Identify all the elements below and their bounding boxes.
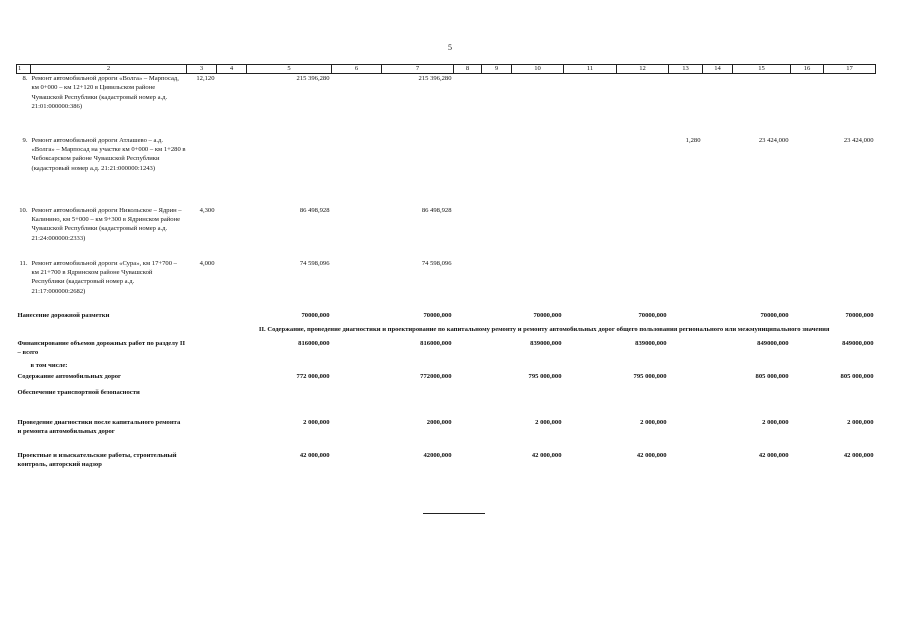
cell-col-4: [217, 259, 247, 311]
cell-col-14: [703, 74, 733, 136]
cell-col-5: 2 000,000: [303, 418, 330, 426]
table-row: [17, 361, 876, 372]
cell-col-14: [703, 418, 733, 451]
cell-col-5: 816000,000: [298, 339, 330, 347]
cell-col-16: [791, 451, 824, 485]
cell-col-4: [217, 339, 247, 361]
cell-col-3: [187, 418, 217, 451]
cell-col-17: 2 000,000: [847, 418, 874, 426]
row-description: Проведение диагностики после капитального ремонта и ремонта автомобильных дорог: [17, 418, 181, 435]
cell-col-6: [332, 259, 382, 311]
cell-col-7: [382, 388, 454, 418]
cell-col-8: [454, 418, 482, 451]
cell-col-16: [791, 259, 824, 311]
cell-col-16: [791, 311, 824, 325]
cell-col-17: [824, 388, 876, 418]
cell-col-11: [564, 311, 617, 325]
cell-col-8: [454, 311, 482, 325]
cell-col-15: 42 000,000: [758, 451, 789, 459]
cell-col-17: 23 424,000: [843, 136, 874, 144]
table-row: [17, 388, 876, 418]
cell-col-6: [332, 136, 382, 206]
row-description: Нанесение дорожной разметки: [17, 311, 110, 319]
cell-col-14: [703, 361, 733, 372]
cell-col-10: [512, 206, 564, 259]
cell-col-10: 839000,000: [530, 339, 562, 347]
cell-col-12: [617, 74, 669, 136]
cell-col-6: [332, 311, 382, 325]
column-number-10: 10: [512, 65, 564, 74]
cell-col-7: 215 396,280: [418, 75, 452, 82]
row-description: Ремонт автомобильной дороги Никольское – Ядрин – Калинино, км 5+000 – км 9+300 в Ядринском районе Чувашской Республики (кадастровый номер а.д. 21:24:000000:2333): [31, 206, 182, 242]
cell-col-13: [669, 361, 703, 372]
table-row: [17, 418, 876, 451]
cell-col-4: [217, 136, 247, 206]
cell-col-15: 805 000,000: [755, 372, 789, 380]
cell-col-16: [791, 388, 824, 418]
cell-col-11: [564, 388, 617, 418]
cell-col-3: [187, 388, 217, 418]
cell-col-17: [824, 206, 876, 259]
table-row: [17, 311, 876, 325]
row-description: в том числе:: [30, 361, 68, 369]
cell-col-9: [482, 339, 512, 361]
cell-col-8: [454, 339, 482, 361]
cell-col-4: [217, 451, 247, 485]
roads-table: [16, 64, 876, 485]
cell-col-8: [454, 259, 482, 311]
section-title: II. Содержание, проведение диагностики и проектирование по капитальному ремонту и ремонту автомобильных дорог общего пользования регионального или межмуниципального значения: [258, 325, 830, 333]
table-row: [17, 339, 876, 361]
cell-col-12: [617, 259, 669, 311]
cell-col-4: [217, 372, 247, 388]
cell-col-7: 772000,000: [420, 372, 452, 380]
cell-col-10: [512, 388, 564, 418]
cell-col-11: [564, 206, 617, 259]
column-number-5: 5: [247, 65, 332, 74]
column-number-13: 13: [669, 65, 703, 74]
cell-col-11: [564, 361, 617, 372]
cell-col-8: [454, 136, 482, 206]
cell-col-8: [454, 206, 482, 259]
cell-col-6: [332, 372, 382, 388]
row-index: 8.: [22, 75, 28, 82]
cell-col-13: [669, 259, 703, 311]
column-number-4: 4: [217, 65, 247, 74]
cell-col-3: [187, 311, 217, 325]
cell-col-17: 70000,000: [845, 311, 874, 319]
cell-col-3: [187, 136, 217, 206]
cell-col-12: 70000,000: [638, 311, 667, 319]
cell-col-13: [669, 206, 703, 259]
column-number-row: [17, 65, 876, 74]
table-row: [17, 136, 876, 206]
cell-col-10: [512, 259, 564, 311]
cell-col-7: [382, 361, 454, 372]
cell-col-8: [454, 388, 482, 418]
table-row: [17, 74, 876, 136]
column-number-9: 9: [482, 65, 512, 74]
cell-col-9: [482, 451, 512, 485]
column-number-7: 7: [382, 65, 454, 74]
cell-col-7: [382, 136, 454, 206]
table-row: [17, 259, 876, 311]
cell-col-7: 70000,000: [423, 311, 452, 319]
cell-col-16: [791, 361, 824, 372]
page-number: 5: [448, 43, 452, 52]
cell-col-8: [454, 451, 482, 485]
cell-col-11: [564, 259, 617, 311]
row-description: Ремонт автомобильной дороги Атлашево – а.д. «Волга» – Марпосад на участке км 0+000 – км 1+280 в Чебоксарском районе Чувашской Республики (кадастровый номер а.д. 21:21:000000:1243): [31, 136, 186, 172]
cell-col-11: [564, 418, 617, 451]
cell-col-17: 805 000,000: [840, 372, 874, 380]
cell-col-3: 4,300: [199, 206, 215, 214]
cell-col-7: 816000,000: [420, 339, 452, 347]
cell-col-3: [187, 372, 217, 388]
cell-col-12: 839000,000: [635, 339, 667, 347]
cell-col-4: [217, 311, 247, 325]
cell-col-10: [512, 361, 564, 372]
row-index: 10.: [19, 206, 28, 214]
cell-col-10: 42 000,000: [531, 451, 562, 459]
cell-col-17: 42 000,000: [843, 451, 874, 459]
cell-col-3: [187, 339, 217, 361]
cell-col-4: [217, 388, 247, 418]
cell-col-8: [454, 74, 482, 136]
cell-col-3: 12,120: [196, 75, 215, 82]
cell-col-13: [669, 311, 703, 325]
cell-col-10: 70000,000: [533, 311, 562, 319]
cell-col-7: 74 598,096: [421, 259, 452, 267]
cell-col-9: [482, 372, 512, 388]
cell-col-11: [564, 136, 617, 206]
cell-col-4: [217, 361, 247, 372]
cell-col-15: [733, 206, 791, 259]
cell-col-11: [564, 74, 617, 136]
cell-col-10: [512, 136, 564, 206]
cell-col-5: 42 000,000: [299, 451, 330, 459]
cell-col-14: [703, 136, 733, 206]
row-index: 11.: [19, 259, 28, 267]
column-number-15: 15: [733, 65, 791, 74]
cell-col-13: [669, 418, 703, 451]
cell-col-16: [791, 206, 824, 259]
column-number-14: 14: [703, 65, 733, 74]
cell-col-13: [669, 339, 703, 361]
column-number-1: 1: [17, 65, 31, 74]
column-number-2: 2: [31, 65, 187, 74]
cell-col-9: [482, 259, 512, 311]
cell-col-4: [217, 418, 247, 451]
cell-col-5: 772 000,000: [296, 372, 330, 380]
cell-col-14: [703, 311, 733, 325]
cell-col-16: [791, 339, 824, 361]
cell-col-15: [733, 388, 791, 418]
cell-col-11: [564, 451, 617, 485]
cell-col-12: [617, 388, 669, 418]
cell-col-12: 2 000,000: [640, 418, 667, 426]
cell-col-6: [332, 339, 382, 361]
row-description: Ремонт автомобильной дороги «Волга» – Марпосад, км 0+000 – км 12+120 в Цивильском районе Чувашской Республики (кадастровый номер а.д. 21:01:000000:386): [31, 75, 179, 111]
cell-col-14: [703, 388, 733, 418]
cell-col-13: [669, 388, 703, 418]
cell-col-7: 86 498,928: [421, 206, 452, 214]
cell-col-5: 215 396,280: [296, 75, 330, 82]
column-number-3: 3: [187, 65, 217, 74]
cell-col-17: [824, 74, 876, 136]
cell-col-12: [617, 136, 669, 206]
cell-col-14: [703, 206, 733, 259]
cell-col-15: 70000,000: [760, 311, 789, 319]
cell-col-12: 42 000,000: [636, 451, 667, 459]
cell-col-11: [564, 339, 617, 361]
cell-col-5: 86 498,928: [299, 206, 330, 214]
cell-col-13: [669, 451, 703, 485]
cell-col-9: [482, 388, 512, 418]
cell-col-15: 2 000,000: [762, 418, 789, 426]
cell-col-14: [703, 259, 733, 311]
row-description: Ремонт автомобильной дороги «Сура», км 17+700 – км 21+700 в Ядринском районе Чувашской Республики (кадастровый номер а.д. 21:17:000000:2682): [31, 259, 177, 295]
table-row: [17, 206, 876, 259]
cell-col-13: [669, 74, 703, 136]
cell-col-4: [217, 206, 247, 259]
cell-col-16: [791, 372, 824, 388]
cell-col-15: 23 424,000: [758, 136, 789, 144]
cell-col-5: [247, 361, 332, 372]
cell-col-17: [824, 259, 876, 311]
column-number-6: 6: [332, 65, 382, 74]
cell-col-8: [454, 372, 482, 388]
cell-col-15: [733, 361, 791, 372]
cell-col-5: 74 598,096: [299, 259, 330, 267]
column-number-8: 8: [454, 65, 482, 74]
cell-col-6: [332, 206, 382, 259]
row-description: Проектные и изыскательские работы, строительный контроль, авторский надзор: [17, 451, 177, 468]
cell-col-10: 795 000,000: [528, 372, 562, 380]
cell-col-15: 849000,000: [757, 339, 789, 347]
cell-col-7: 42000,000: [423, 451, 452, 459]
cell-col-13: 1,280: [685, 136, 701, 144]
cell-col-16: [791, 136, 824, 206]
cell-col-3: [187, 361, 217, 372]
cell-col-6: [332, 418, 382, 451]
cell-col-5: 70000,000: [301, 311, 330, 319]
row-index: 9.: [22, 136, 28, 144]
column-number-17: 17: [824, 65, 876, 74]
cell-col-3: 4,000: [199, 259, 215, 267]
cell-col-8: [454, 361, 482, 372]
cell-col-9: [482, 74, 512, 136]
cell-col-3: [187, 451, 217, 485]
cell-col-9: [482, 136, 512, 206]
cell-col-12: [617, 361, 669, 372]
cell-col-5: [247, 388, 332, 418]
cell-col-14: [703, 451, 733, 485]
column-number-12: 12: [617, 65, 669, 74]
table-row: [17, 451, 876, 485]
cell-col-12: 795 000,000: [633, 372, 667, 380]
cell-col-5: [247, 136, 332, 206]
cell-col-13: [669, 372, 703, 388]
cell-col-9: [482, 361, 512, 372]
cell-col-15: [733, 74, 791, 136]
table-row: [17, 372, 876, 388]
cell-col-14: [703, 372, 733, 388]
cell-col-10: 2 000,000: [535, 418, 562, 426]
cell-col-4: [217, 74, 247, 136]
cell-col-6: [332, 388, 382, 418]
cell-col-6: [332, 361, 382, 372]
cell-col-6: [332, 74, 382, 136]
cell-col-17: 849000,000: [842, 339, 874, 347]
column-number-11: 11: [564, 65, 617, 74]
cell-col-17: [824, 361, 876, 372]
cell-col-6: [332, 451, 382, 485]
row-description: Содержание автомобильных дорог: [17, 372, 122, 380]
cell-col-15: [733, 259, 791, 311]
column-number-16: 16: [791, 65, 824, 74]
cell-col-9: [482, 206, 512, 259]
cell-col-11: [564, 372, 617, 388]
section-title-row: [17, 325, 876, 339]
end-line: [423, 513, 485, 514]
row-description: Финансирование объемов дорожных работ по разделу II – всего: [17, 339, 186, 356]
cell-col-7: 2000,000: [426, 418, 452, 426]
cell-col-16: [791, 74, 824, 136]
cell-col-9: [482, 311, 512, 325]
row-description: Обеспечение транспортной безопасности: [17, 388, 140, 396]
cell-col-10: [512, 74, 564, 136]
cell-col-9: [482, 418, 512, 451]
cell-col-14: [703, 339, 733, 361]
cell-col-16: [791, 418, 824, 451]
cell-col-12: [617, 206, 669, 259]
